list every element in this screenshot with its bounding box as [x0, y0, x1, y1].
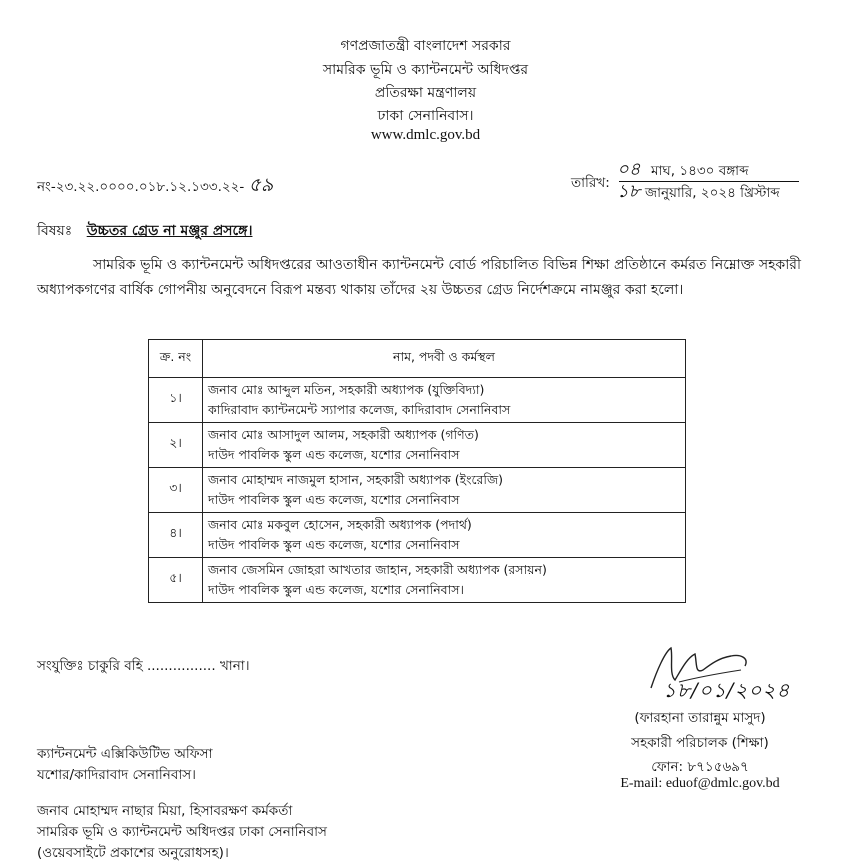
recipient-1	[37, 744, 212, 786]
date-bangla-rest: মাঘ, ১৪৩০ বঙ্গাব্দ	[651, 163, 749, 179]
table-row	[149, 513, 686, 558]
row-details	[203, 423, 686, 468]
row-institution: দাউদ পাবলিক স্কুল এন্ড কলেজ, যশোর সেনানিবাস	[208, 492, 460, 507]
row-details	[203, 468, 686, 513]
row-details	[203, 513, 686, 558]
table-row	[149, 558, 686, 603]
row-sn: ১।	[149, 378, 203, 423]
attachment-dots: ................	[146, 658, 216, 674]
signer-email[interactable]: E-mail: eduof@dmlc.gov.bd	[620, 776, 780, 791]
col-header-sn: ক্র. নং	[149, 340, 203, 378]
row-sn: ৩।	[149, 468, 203, 513]
memo-date	[571, 160, 811, 204]
date-bangla-day: ০৪	[617, 159, 641, 180]
attachment-suffix: খানা।	[219, 658, 250, 674]
table-row	[149, 378, 686, 423]
row-sn: ২।	[149, 423, 203, 468]
table-header-row	[149, 340, 686, 378]
memo-ref-number: নং-২৩.২২.০০০০.০১৮.১২.১৩৩.২২-	[37, 179, 245, 195]
body-paragraph: সামরিক ভূমি ও ক্যান্টনমেন্ট অধিদপ্তরের আওতাধীন ক্যান্টনমেন্ট বোর্ড পরিচালিত বিভিন্ন শিক্ষা প্রতিষ্ঠানে কর্মরত নিম্নোক্ত সহকারী অধ্যাপকগণের বার্ষিক গোপনীয় অনুবেদনে বিরূপ মন্তব্য থাকায় তাঁদের ২য় উচ্চতর গ্রেড নির্দেশক্রমে নামঞ্জুর করা হলো।	[37, 257, 801, 298]
header-location: ঢাকা সেনানিবাস।	[377, 108, 474, 124]
recipient-1-title: ক্যান্টনমেন্ট এক্সিকিউটিভ অফিসা	[37, 746, 213, 762]
signature-handwritten-date: ১৮/০১/২০২৪	[663, 678, 791, 702]
recipient-2-title: জনাব মোহাম্মদ নাছার মিয়া, হিসাবরক্ষণ কর্মকর্তা	[37, 803, 293, 819]
row-person: জনাব মোঃ আব্দুল মতিন, সহকারী অধ্যাপক (যুক্তিবিদ্যা)	[208, 382, 485, 397]
table-row	[149, 468, 686, 513]
subject-text: উচ্চতর গ্রেড না মঞ্জুর প্রসঙ্গে।	[86, 223, 253, 239]
memo-ref-handwritten: ৫৯	[248, 174, 274, 196]
attachment-line	[37, 655, 250, 678]
table-row	[149, 423, 686, 468]
grade-table	[148, 339, 686, 603]
recipient-2	[37, 801, 327, 864]
row-person: জনাব জেসমিন জোহরা আখতার জাহান, সহকারী অধ্যাপক (রসায়ন)	[208, 562, 547, 577]
row-institution: দাউদ পাবলিক স্কুল এন্ড কলেজ, যশোর সেনানিবাস	[208, 447, 460, 462]
attachment-label: সংযুক্তিঃ চাকুরি বহি	[37, 658, 143, 674]
header-dept: সামরিক ভূমি ও ক্যান্টনমেন্ট অধিদপ্তর	[322, 62, 529, 78]
row-institution: কাদিরাবাদ ক্যান্টনমেন্ট স্যাপার কলেজ, কাদিরাবাদ সেনানিবাস	[208, 402, 511, 417]
header-ministry: প্রতিরক্ষা মন্ত্রণালয়	[374, 85, 477, 101]
row-person: জনাব মোঃ আসাদুল আলম, সহকারী অধ্যাপক (গণিত)	[208, 427, 479, 442]
col-header-name: নাম, পদবী ও কর্মস্থল	[203, 340, 686, 378]
row-institution: দাউদ পাবলিক স্কুল এন্ড কলেজ, যশোর সেনানিবাস।	[208, 582, 464, 597]
date-greg-day: ১৮	[617, 181, 641, 202]
date-bangla	[617, 160, 811, 183]
row-sn: ৫।	[149, 558, 203, 603]
subject-line	[37, 219, 252, 243]
row-institution: দাউদ পাবলিক স্কুল এন্ড কলেজ, যশোর সেনানিবাস	[208, 537, 460, 552]
recipient-1-location: যশোর/কাদিরাবাদ সেনানিবাস।	[37, 767, 197, 783]
signer-phone: ফোন: ৮৭১৫৬৯৭	[651, 759, 749, 775]
memo-ref	[37, 175, 273, 199]
row-sn: ৪।	[149, 513, 203, 558]
row-details	[203, 558, 686, 603]
subject-label: বিষয়ঃ	[37, 223, 73, 239]
header-website[interactable]: www.dmlc.gov.bd	[370, 127, 481, 143]
recipient-2-note: (ওয়েবসাইটে প্রকাশের অনুরোধসহ)।	[37, 845, 229, 861]
row-person: জনাব মোহাম্মদ নাজমুল হাসান, সহকারী অধ্যাপক (ইংরেজি)	[208, 472, 504, 487]
recipient-2-office: সামরিক ভূমি ও ক্যান্টনমেন্ট অধিদপ্তর ঢাকা সেনানিবাস	[37, 824, 327, 840]
date-gregorian	[617, 182, 811, 205]
signer-name: (ফারহানা তারান্নুম মাসুদ)	[634, 710, 766, 726]
signer-designation: সহকারী পরিচালক (শিক্ষা)	[631, 735, 769, 751]
row-details	[203, 378, 686, 423]
date-label: তারিখ:	[571, 175, 610, 191]
date-greg-rest: জানুয়ারি, ২০২৪ খ্রিস্টাব্দ	[645, 185, 780, 201]
header-govt: গণপ্রজাতন্ত্রী বাংলাদেশ সরকার	[340, 38, 511, 54]
row-person: জনাব মোঃ মকবুল হোসেন, সহকারী অধ্যাপক (পদার্থ)	[208, 517, 472, 532]
